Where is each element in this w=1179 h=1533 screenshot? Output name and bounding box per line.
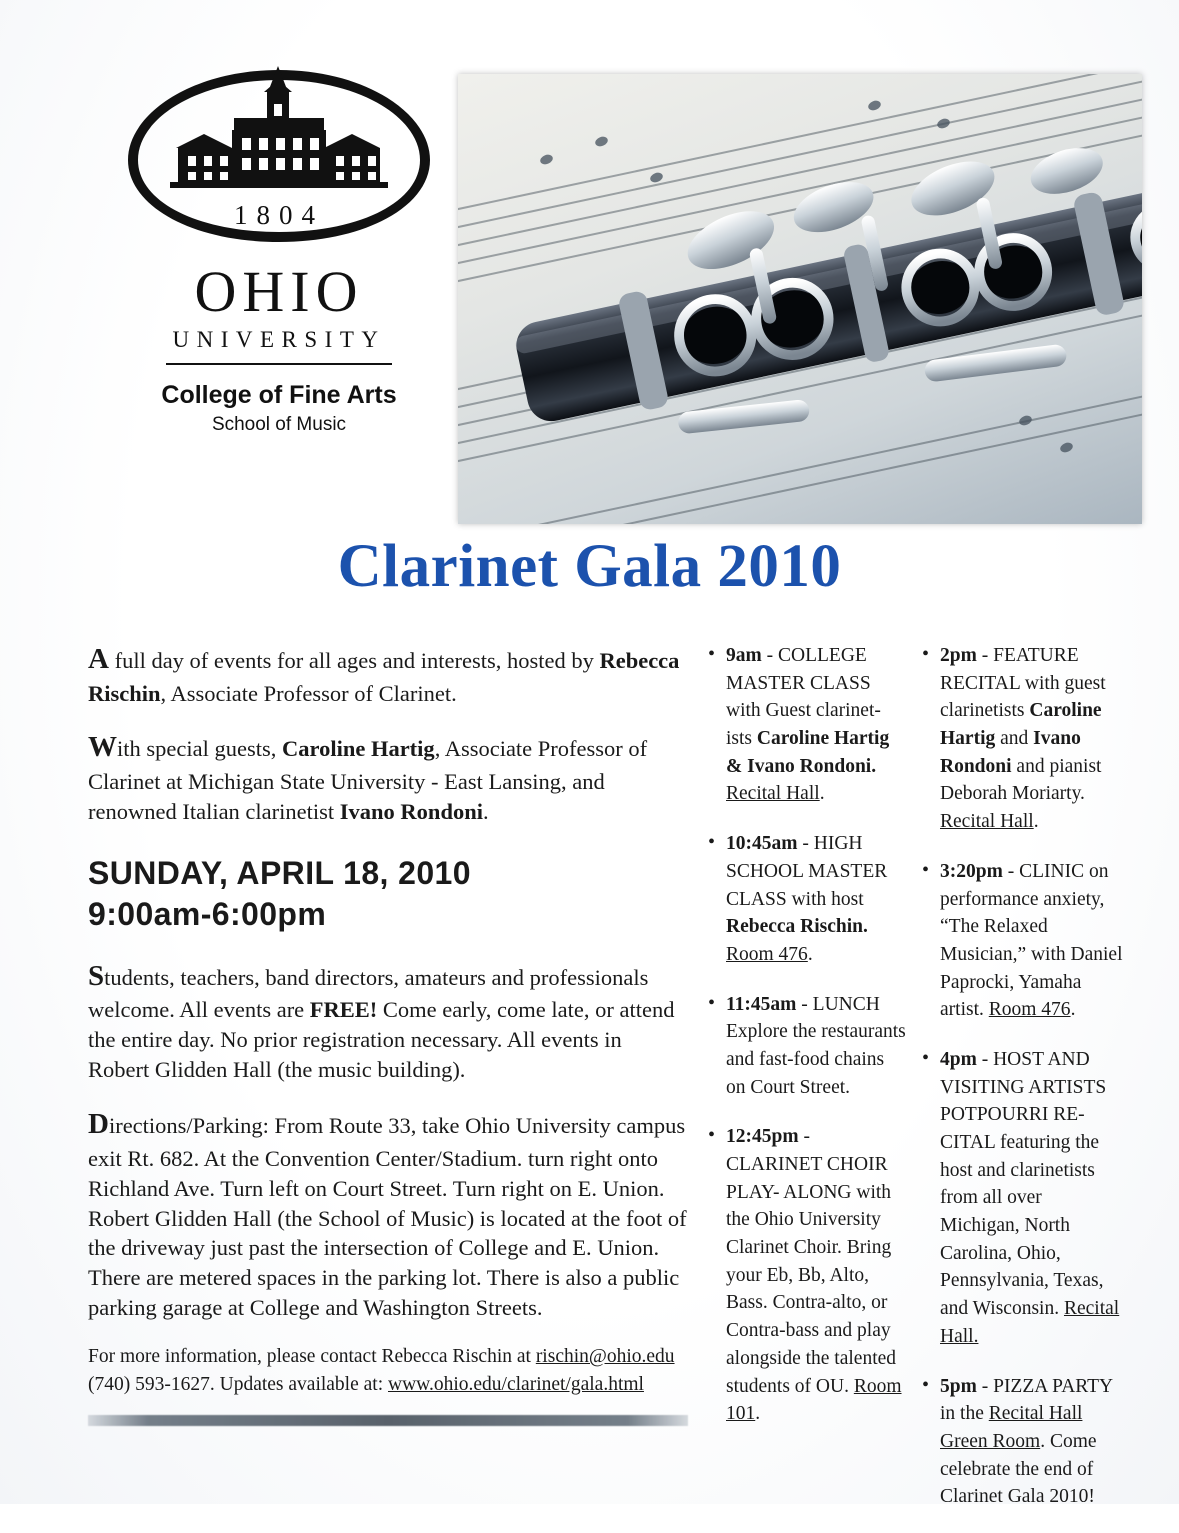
schedule-item: [920, 642, 1125, 836]
welcome-paragraph: [88, 957, 688, 1085]
schedule-tail: .: [1070, 999, 1076, 1021]
schedule-text: HIGH SCHOOL MASTER CLASS with host: [726, 833, 888, 910]
cutler-hall-icon: [114, 52, 444, 252]
guest-name-hartig: Caroline Hartig: [281, 736, 435, 762]
schedule-time: 5pm: [940, 1375, 977, 1397]
schedule-conjunction: and: [995, 728, 1034, 750]
poster-header: [0, 30, 1179, 500]
dropcap-a: A: [88, 643, 109, 675]
event-date: SUNDAY, APRIL 18, 2010: [88, 854, 471, 891]
logo-wordmark: OHIO: [194, 259, 364, 324]
schedule-text: HOST AND VISITING ARTISTS POTPOURRI RE-CITAL featuring the host and clarinetists from all over Michigan, North Carolina, Ohio, Pennsylvania, Texas, and Wisconsin.: [940, 1048, 1107, 1320]
page-title: Clarinet Gala 2010: [337, 533, 842, 600]
main-description-column: [88, 640, 688, 1419]
logo-subwordmark: UNIVERSITY: [172, 327, 386, 352]
footer-rule: [88, 1415, 688, 1426]
guest-name-rondoni: Ivano Rondoni: [339, 798, 483, 824]
logo-year: 1804: [234, 200, 324, 230]
schedule-tail: .: [755, 1403, 761, 1425]
schedule-column-morning: [706, 642, 906, 1450]
schedule-text: FEATURE RECITAL with guest clarinetists: [940, 645, 1106, 722]
schedule-item: [706, 830, 906, 968]
schedule-guest-1: Caroline Hartig: [940, 700, 1102, 750]
schedule-column-afternoon: [920, 642, 1125, 1533]
schedule-location: Recital Hall Green Room: [940, 1403, 1083, 1452]
ohio-university-logo: [104, 52, 454, 436]
schedule-item: [706, 642, 906, 808]
contact-phone: (740) 593-1627. Updates available at:: [88, 1373, 388, 1395]
schedule-host: Rebecca Rischin.: [726, 916, 868, 938]
schedule-text: CLARINET CHOIR PLAY- ALONG with the Ohio University Clarinet Choir. Bring your Eb, Bb, Alto, Bass. Contra-alto, or Contra-bass and play alongside the talented students of OU.: [726, 1154, 897, 1397]
schedule-location: Room 476: [726, 943, 808, 965]
schedule-location: Recital Hall: [940, 811, 1034, 833]
schedule-time: 4pm: [940, 1048, 977, 1070]
schedule-location: Recital Hall: [726, 783, 820, 805]
schedule-time: 2pm: [940, 645, 977, 666]
schedule-time: 10:45am: [726, 833, 798, 855]
contact-email-link[interactable]: rischin@ohio.edu: [535, 1346, 675, 1368]
clarinet-photo: [458, 74, 1142, 524]
contact-lead: For more information, please contact Rebecca Rischin at: [88, 1346, 536, 1368]
schedule-location: Room 476: [988, 999, 1071, 1021]
schedule-time: 12:45pm: [726, 1126, 799, 1148]
schedule-tail: .: [1033, 811, 1039, 833]
contact-website-link[interactable]: www.ohio.edu/clarinet/gala.html: [388, 1373, 644, 1395]
dropcap-s: S: [88, 959, 105, 992]
intro-2-text-a: ith special guests,: [117, 736, 282, 762]
schedule-item: [920, 1046, 1125, 1351]
schedule-text-2: and pianist Deborah Moriarty.: [940, 755, 1102, 805]
intro-1-text: full day of events for all ages and interests, hosted by: [108, 648, 600, 673]
contact-info: [88, 1343, 688, 1398]
intro-2-text-c: .: [482, 798, 489, 824]
schedule-item: [706, 1123, 906, 1428]
schedule-tail: . Come celebrate the end of Clarinet Gala 2010!: [940, 1430, 1097, 1508]
schedule-text: CLINIC on performance anxiety, “The Relaxed Musician,” with Daniel Paprocki, Yamaha artist.: [940, 860, 1123, 1021]
schedule-text: COLLEGE MASTER CLASS with Guest clarinet-ists: [726, 645, 881, 750]
schedule-dash: -: [797, 833, 814, 855]
schedule-guest-2: Ivano Rondoni: [940, 728, 1081, 777]
schedule-location: Recital Hall.: [940, 1298, 1120, 1347]
logo-college: College of Fine Arts: [161, 381, 397, 409]
schedule-dash: -: [976, 1375, 994, 1397]
schedule-tail: .: [819, 783, 825, 805]
welcome-text-b: Come early, come late, or attend the entire day. No prior registration necessary. All events in Robert Glidden Hall (the music building).: [88, 997, 675, 1083]
schedule-dash: -: [761, 645, 778, 666]
intro-paragraph-2: [88, 728, 688, 826]
event-date-block: [88, 853, 688, 935]
directions-paragraph: [88, 1105, 688, 1323]
welcome-text-a: tudents, teachers, band directors, amateurs and professionals welcome. All events are: [88, 964, 649, 1023]
directions-text: irections/Parking: From Route 33, take Ohio University campus exit Rt. 682. At the Convention Center/Stadium. turn right onto Richland Ave. Turn left on Court Street. Turn right on E. Union. Robert Glidden Hall (the School of Music) is located at the foot of the driveway just past the intersection of College and E. Union. There are metered spaces in the parking lot. There is also a public parking garage at College and Washington Streets.: [88, 1113, 687, 1321]
schedule-dash: -: [796, 993, 813, 1015]
schedule-tail: .: [807, 943, 813, 965]
schedule-dash: -: [976, 645, 994, 666]
schedule-time: 9am: [726, 645, 762, 666]
schedule-item: [920, 858, 1125, 1024]
schedule-text: LUNCH Explore the restaurants and fast-food chains on Court Street.: [726, 993, 906, 1098]
logo-rule: [166, 363, 392, 365]
schedule-dash: -: [1002, 860, 1020, 882]
intro-paragraph-1: [88, 640, 688, 708]
intro-2-text-b: , Associate Professor of Clarinet at Michigan State University - East Lansing, and renowned Italian clarinetist: [88, 736, 648, 824]
schedule-time: 3:20pm: [940, 860, 1003, 882]
intro-1-tail: , Associate Professor of Clarinet.: [160, 680, 457, 706]
dropcap-d: D: [88, 1108, 109, 1141]
schedule-dash: -: [976, 1048, 994, 1070]
schedule-guests: Caroline Hartig & Ivano Rondoni.: [726, 728, 890, 777]
event-time: 9:00am-6:00pm: [88, 895, 327, 932]
schedule-time: 11:45am: [726, 993, 797, 1015]
dropcap-w: W: [88, 731, 117, 764]
schedule-item: [706, 991, 906, 1102]
schedule-text: PIZZA PARTY in the: [940, 1375, 1113, 1425]
schedule-dash: -: [798, 1126, 810, 1148]
logo-school: School of Music: [211, 414, 347, 435]
schedule-item: [920, 1373, 1125, 1511]
free-badge: FREE!: [309, 997, 378, 1023]
host-name: Rebecca Rischin: [88, 648, 680, 706]
schedule-location: Room 101: [726, 1375, 902, 1425]
